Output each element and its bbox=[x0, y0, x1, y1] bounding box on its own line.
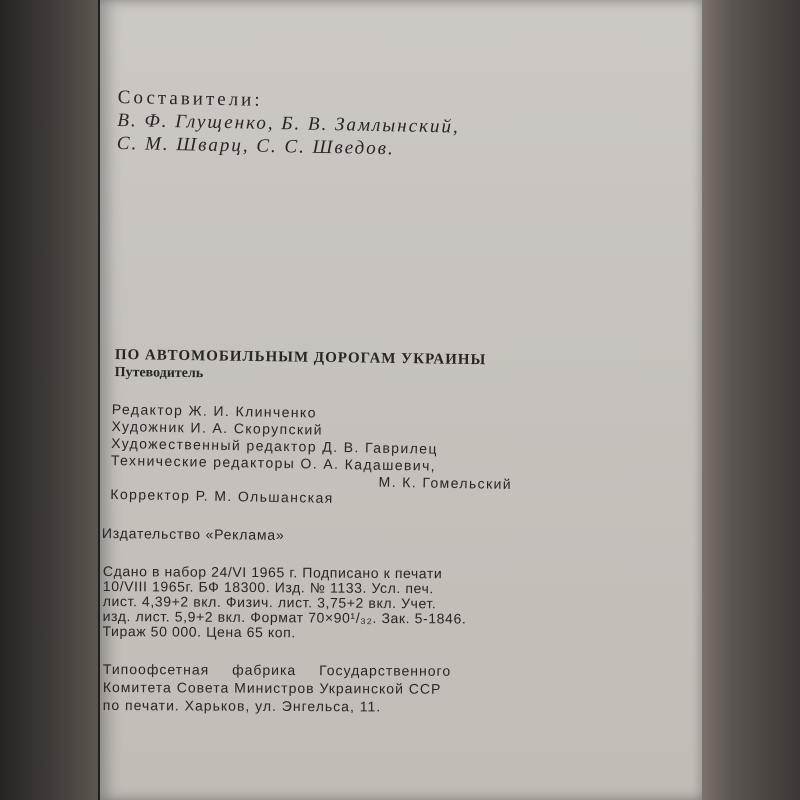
staff-line: Редактор Ж. И. Клинченко bbox=[111, 401, 318, 421]
print-info-line: Тираж 50 000. Цена 65 коп. bbox=[102, 622, 296, 641]
print-info-line: лист. 4,39+2 вкл. Физич. лист. 3,75+2 вкл. Учет. bbox=[102, 592, 437, 612]
staff-line: М. К. Гомельский bbox=[378, 473, 513, 492]
staff-line: Художник И. А. Скорупский bbox=[111, 417, 324, 438]
print-info-line: изд. лист. 5,9+2 вкл. Формат 70×90¹/₃₂. Зак. 5-1846. bbox=[102, 607, 467, 627]
print-info-block bbox=[102, 564, 466, 642]
staff-line: Корректор Р. М. Ольшанская bbox=[110, 485, 334, 506]
printer-line: Типоофсетная фабрика Государственного bbox=[102, 661, 452, 679]
staff-line: Технические редакторы О. А. Кадашевич, bbox=[110, 451, 437, 474]
publisher-line: Издательство «Реклама» bbox=[101, 525, 285, 543]
compilers-line: В. Ф. Глущенко, Б. В. Замлынский, bbox=[117, 109, 460, 138]
title-block bbox=[115, 346, 487, 386]
compilers-heading: Составители: bbox=[117, 86, 263, 111]
print-info-line: 10/VIII 1965г. БФ 18300. Изд. № 1133. Усл. печ. bbox=[102, 577, 434, 597]
compilers-line: С. М. Шварц, С. С. Шведов. bbox=[116, 132, 395, 160]
printer-line: Комитета Совета Министров Украинской ССР bbox=[102, 678, 442, 697]
book-title: ПО АВТОМОБИЛЬНЫМ ДОРОГАМ УКРАИНЫ bbox=[114, 346, 487, 369]
printer-line: по печати. Харьков, ул. Энгельса, 11. bbox=[102, 696, 382, 715]
book-cover-left bbox=[0, 0, 98, 800]
book-cover-right bbox=[702, 0, 800, 800]
printer-block bbox=[103, 660, 451, 716]
staff-line: Художественный редактор Д. В. Гаврилец bbox=[111, 434, 438, 457]
print-info-line: Сдано в набор 24/VI 1965 г. Подписано к печати bbox=[102, 563, 443, 582]
book-subtitle: Путеводитель bbox=[114, 364, 204, 382]
compilers-block bbox=[117, 86, 461, 162]
staff-block bbox=[110, 401, 513, 510]
